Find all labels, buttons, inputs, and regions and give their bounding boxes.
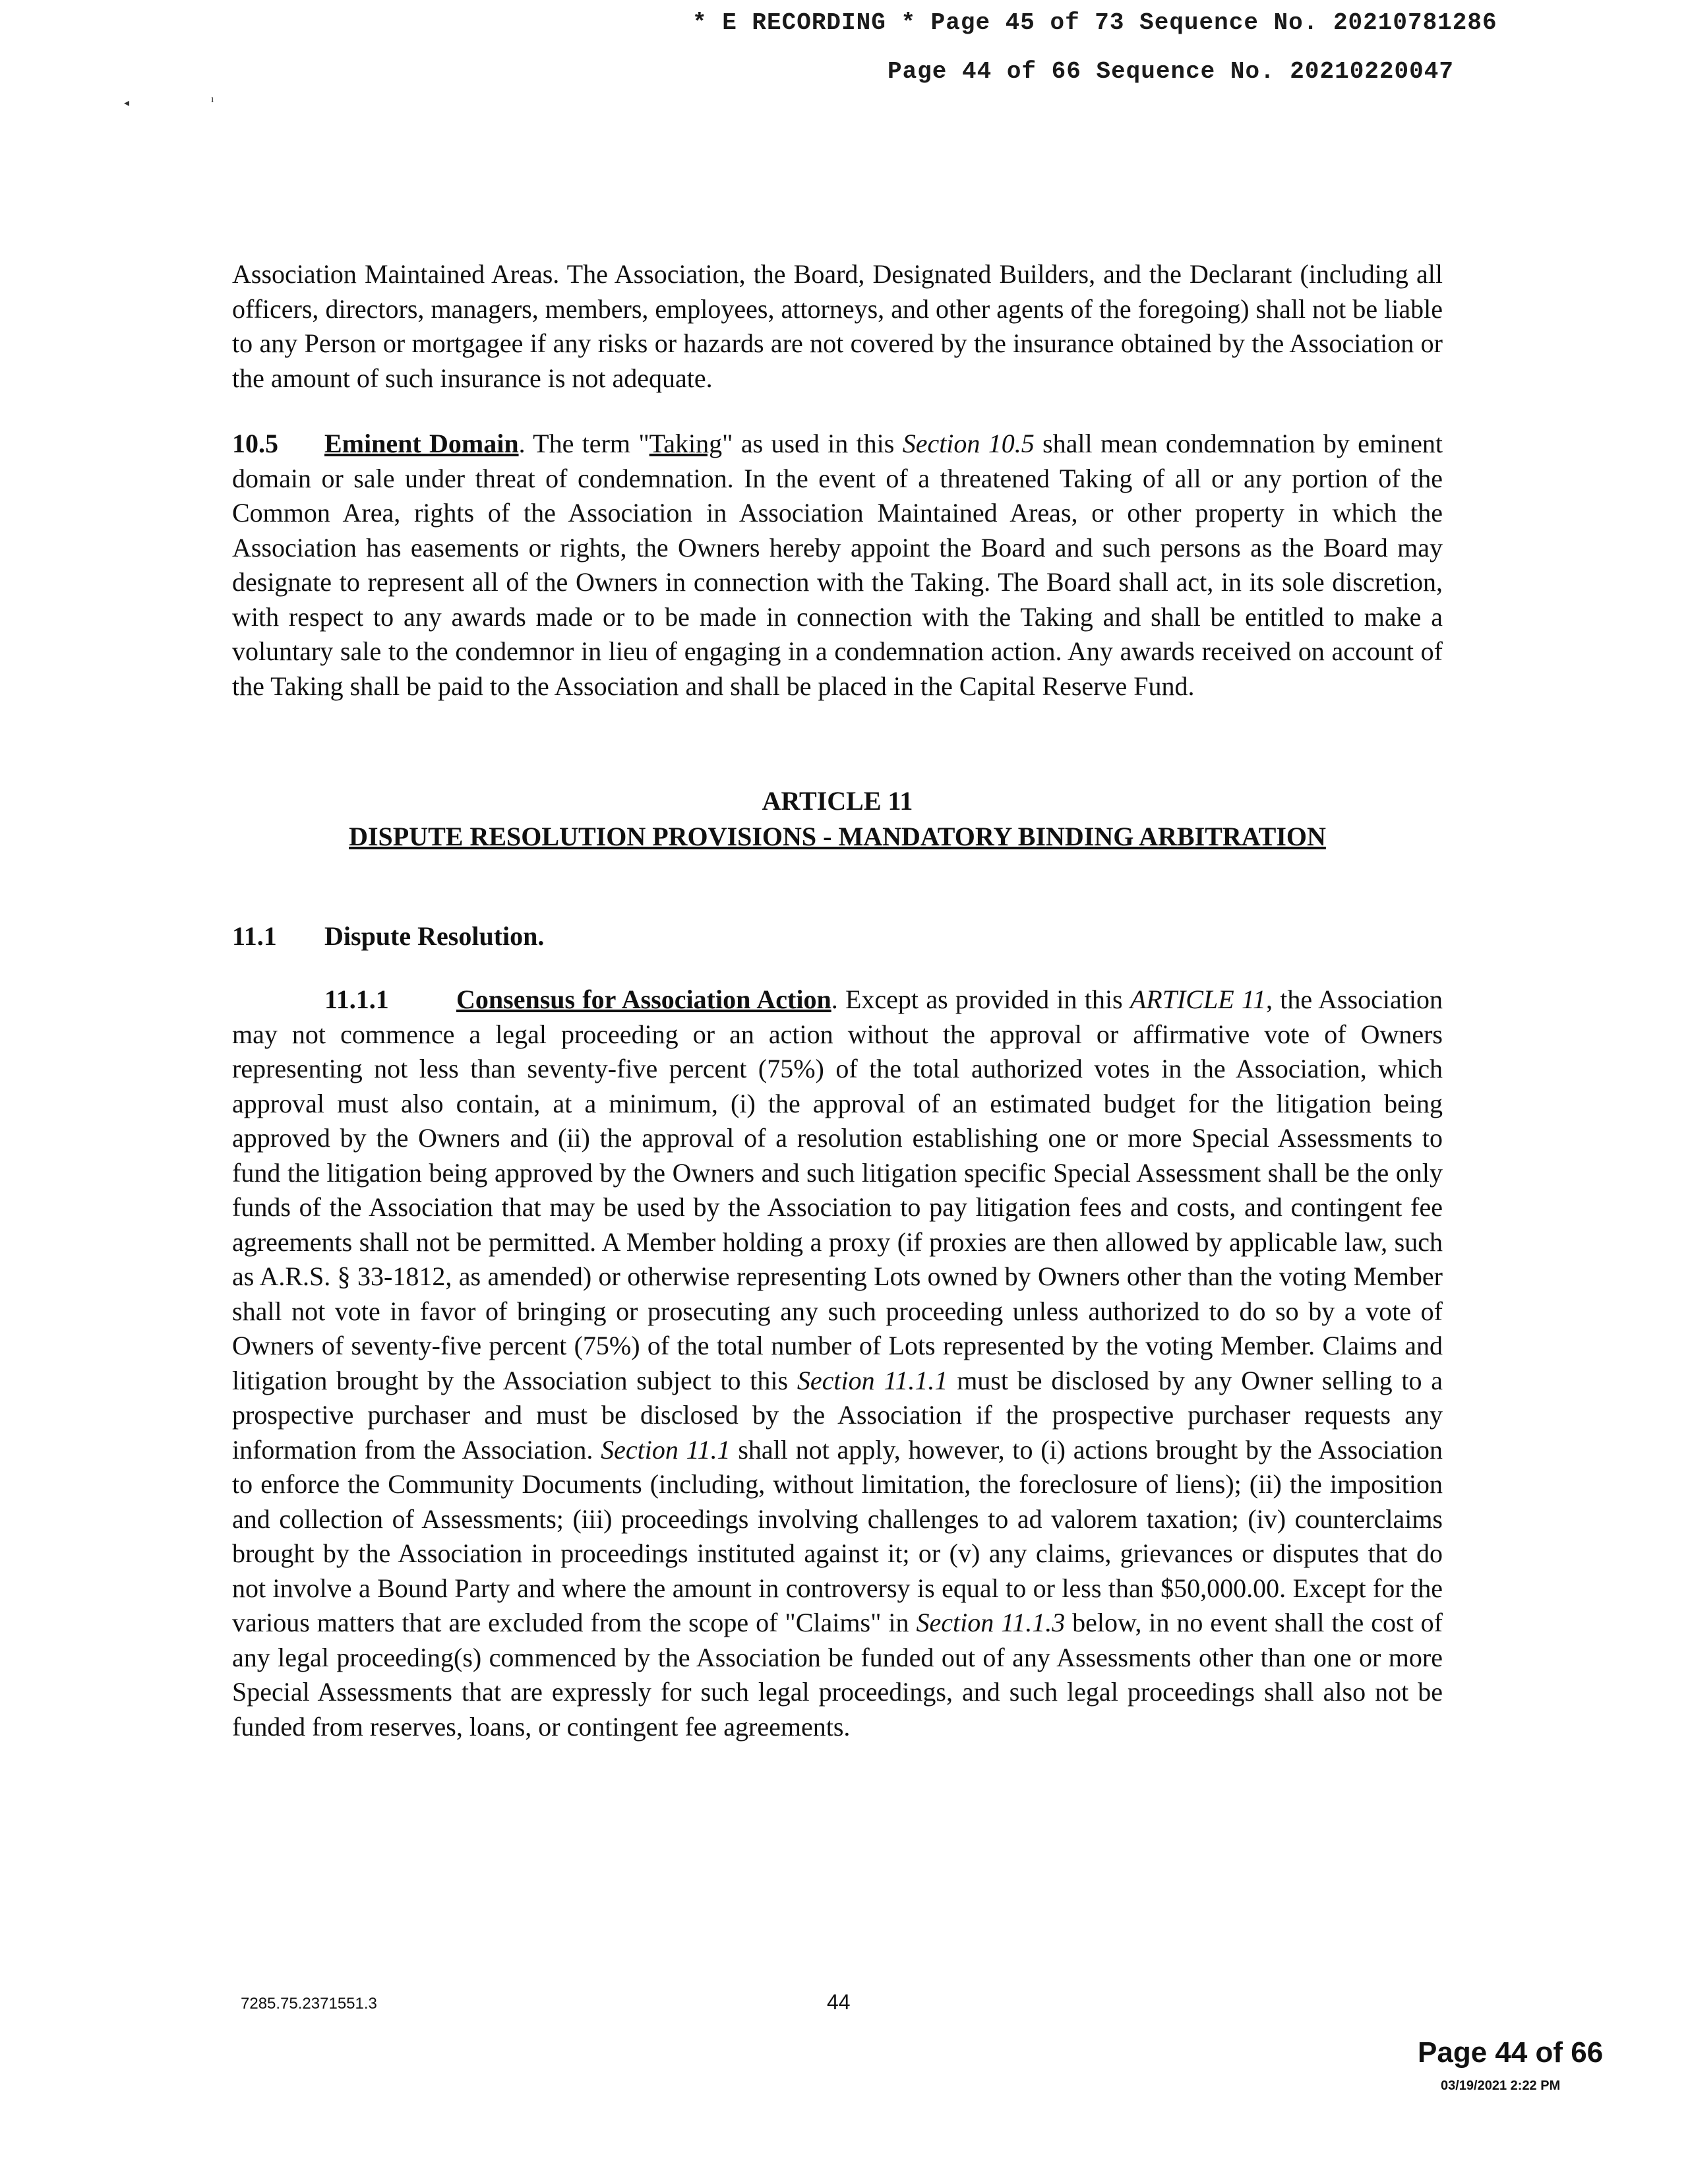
section-11-1-1: 11.1.1 Consensus for Association Action. Except as provided in this ARTICLE 11, the Association may not commence a legal proceeding or an action without the approval or affirmative vote of Owners representing not less than seventy-five percent (75%) of the total authorized votes in the Association, which approval must also contain, at a minimum, (i) the approval of an estimated budget for the litigation being approved by the Owners and (ii) the approval of a resolution establishing one or more Special Assessments to fund the litigation being approved by the Owners and such litigation specific Special Assessment shall be the only funds of the Association that may be used by the Association to pay litigation fees and costs, and contingent fee agreements shall not be permitted. A Member holding a proxy (if proxies are then allowed by applicable law, such as A.R.S. § 33-1812, as amended) or otherwise representing Lots owned by Owners other than the voting Member shall not vote in favor of bringing or prosecuting any such proceeding unless authorized to do so by a vote of Owners of seventy-five percent (75%) of the total number of Lots represented by the voting Member. Claims and litigation brought by the Association subject to this Section 11.1.1 must be disclosed by any Owner selling to a prospective purchaser and must be disclosed by the Association if the prospective purchaser requests any information from the Association. Section 11.1 shall not apply, however, to (i) actions brought by the Association to enforce the Community Documents (including, without limitation, the foreclosure of liens); (ii) the imposition and collection of Assessments; (iii) proceedings involving challenges to ad valorem taxation; (iv) counterclaims brought by the Association in proceedings instituted against it; or (v) any claims, grievances or disputes that do not involve a Bound Party and where the amount in controversy is equal to or less than $50,000.00. Except for the various matters that are excluded from the scope of "Claims" in Section 11.1.3 below, in no event shall the cost of any legal proceeding(s) commenced by the Association be funded out of any Assessments other than one or more Special Assessments that are expressly for such legal proceedings, and such legal proceedings shall also not be funded from reserves, loans, or contingent fee agreements. <box>232 983 1443 1744</box>
section-title: Dispute Resolution. <box>324 921 545 951</box>
article-title: ARTICLE 11 <box>762 786 913 816</box>
page-count-label: Page 44 of 66 <box>1418 2036 1604 2069</box>
section-title: Eminent Domain <box>324 429 519 458</box>
article-heading: DISPUTE RESOLUTION PROVISIONS - MANDATORY BINDING ARBITRATION <box>349 822 1326 851</box>
section-reference: Section 11.1.3 <box>916 1608 1066 1637</box>
page-number: 44 <box>827 1990 851 2014</box>
section-number: 10.5 <box>232 429 278 458</box>
article-header <box>232 783 1443 855</box>
continuation-paragraph: Association Maintained Areas. The Association, the Board, Designated Builders, and the Declarant (including all officers, directors, managers, members, employees, attorneys, and other agents of the foregoing) shall not be liable to any Person or mortgagee if any risks or hazards are not covered by the insurance obtained by the Association or the amount of such insurance is not adequate. <box>232 259 1443 393</box>
subsection-title: Consensus for Association Action <box>456 985 831 1014</box>
section-reference: ARTICLE 11 <box>1130 985 1266 1014</box>
section-11-1-heading <box>232 921 544 952</box>
scan-speck: ◂ <box>124 98 130 109</box>
section-reference: Section 10.5 <box>902 429 1035 458</box>
recording-stamp-line-1: * E RECORDING * Page 45 of 73 Sequence No. 20210781286 <box>692 9 1497 36</box>
section-number: 11.1 <box>232 921 277 951</box>
section-reference: Section 11.1 <box>601 1434 731 1465</box>
recording-date: 03/19/2021 2:22 PM <box>1441 2078 1561 2093</box>
subsection-number: 11.1.1 <box>324 985 389 1014</box>
section-reference: Section 11.1.1 <box>797 1365 948 1395</box>
section-10-5: 10.5 Eminent Domain. The term "Taking" as used in this Section 10.5 shall mean condemnation by eminent domain or sale under threat of condemnation. In the event of a threatened Taking of all or any portion of the Common Area, rights of the Association in Association Maintained Areas, or other property in which the Association has easements or rights, the Owners hereby appoint the Board and such persons as the Board may designate to represent all of the Owners in connection with the Taking. The Board shall act, in its sole discretion, with respect to any awards made or to be made in connection with the Taking and shall be entitled to make a voluntary sale to the condemnor in lieu of engaging in a condemnation action. Any awards received on account of the Taking shall be paid to the Association and shall be placed in the Capital Reserve Fund. <box>232 427 1443 704</box>
document-id: 7285.75.2371551.3 <box>241 1995 377 2013</box>
recording-stamp-line-2: Page 44 of 66 Sequence No. 20210220047 <box>888 58 1454 85</box>
scan-speck: ı <box>211 94 214 105</box>
defined-term: Taking <box>649 429 723 458</box>
